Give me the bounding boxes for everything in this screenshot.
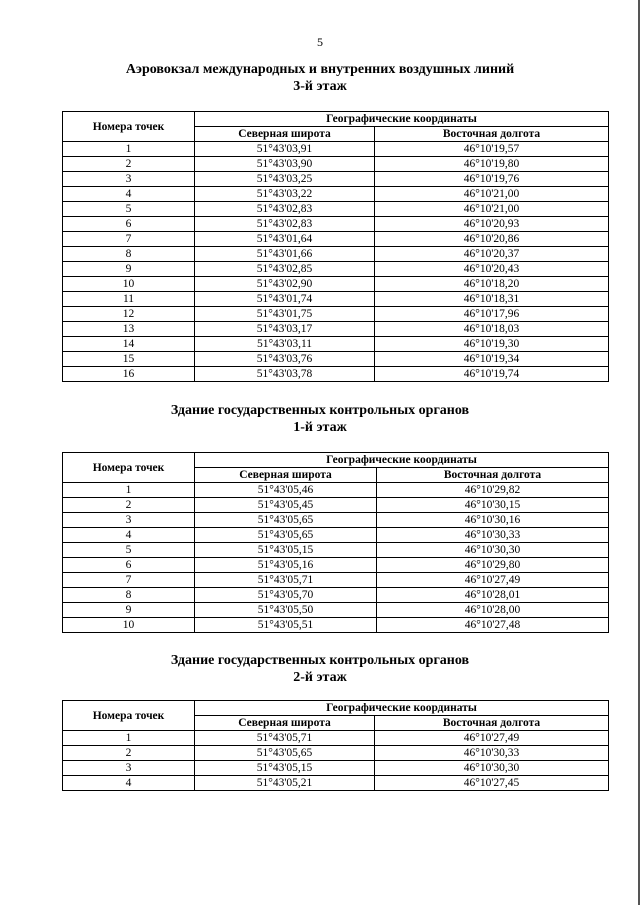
section-heading [0,652,640,686]
cell-latitude: 51°43'01,75 [195,307,375,322]
cell-latitude: 51°43'05,71 [195,731,375,746]
table-row [63,498,609,513]
cell-point-number: 4 [63,187,195,202]
section-heading [0,402,640,436]
cell-latitude: 51°43'05,51 [195,618,377,633]
coords-table-2 [62,452,609,633]
table-row [63,247,609,262]
header-longitude: Восточная долгота [377,468,609,483]
header-latitude: Северная широта [195,468,377,483]
cell-latitude: 51°43'02,83 [195,217,375,232]
cell-longitude: 46°10'21,00 [375,202,609,217]
cell-longitude: 46°10'20,43 [375,262,609,277]
cell-latitude: 51°43'03,76 [195,352,375,367]
cell-latitude: 51°43'03,78 [195,367,375,382]
section-title: Здание государственных контрольных органов [170,653,470,668]
section-title: Аэровокзал международных и внутренних воздушных линий [125,62,515,77]
cell-longitude: 46°10'27,49 [377,573,609,588]
cell-point-number: 10 [63,277,195,292]
header-geo-coords: Географические координаты [195,701,609,716]
page-number: 5 [317,35,323,49]
section-control-floor-1 [0,402,640,436]
cell-latitude: 51°43'01,74 [195,292,375,307]
cell-latitude: 51°43'01,64 [195,232,375,247]
cell-point-number: 7 [63,573,195,588]
cell-latitude: 51°43'02,85 [195,262,375,277]
cell-longitude: 46°10'27,49 [375,731,609,746]
cell-longitude: 46°10'19,80 [375,157,609,172]
cell-point-number: 9 [63,262,195,277]
table-row [63,202,609,217]
table-row [63,367,609,382]
cell-latitude: 51°43'05,50 [195,603,377,618]
cell-longitude: 46°10'29,82 [377,483,609,498]
coords-table-3 [62,700,609,791]
cell-longitude: 46°10'30,16 [377,513,609,528]
cell-longitude: 46°10'30,30 [377,543,609,558]
cell-latitude: 51°43'05,16 [195,558,377,573]
cell-point-number: 12 [63,307,195,322]
cell-latitude: 51°43'05,65 [195,513,377,528]
cell-latitude: 51°43'05,45 [195,498,377,513]
header-point-numbers: Номера точек [63,453,195,483]
cell-latitude: 51°43'05,21 [195,776,375,791]
cell-latitude: 51°43'03,11 [195,337,375,352]
cell-longitude: 46°10'30,33 [377,528,609,543]
table-row [63,277,609,292]
cell-latitude: 51°43'05,70 [195,588,377,603]
header-point-numbers: Номера точек [63,701,195,731]
cell-longitude: 46°10'19,30 [375,337,609,352]
cell-point-number: 7 [63,232,195,247]
cell-latitude: 51°43'02,83 [195,202,375,217]
cell-longitude: 46°10'20,86 [375,232,609,247]
cell-point-number: 5 [63,202,195,217]
cell-latitude: 51°43'03,90 [195,157,375,172]
table-row [63,292,609,307]
table-row [63,543,609,558]
table-row [63,352,609,367]
cell-longitude: 46°10'19,76 [375,172,609,187]
cell-longitude: 46°10'29,80 [377,558,609,573]
table-row [63,172,609,187]
cell-latitude: 51°43'05,46 [195,483,377,498]
cell-longitude: 46°10'17,96 [375,307,609,322]
table-row [63,558,609,573]
cell-latitude: 51°43'03,22 [195,187,375,202]
cell-longitude: 46°10'19,57 [375,142,609,157]
cell-longitude: 46°10'18,03 [375,322,609,337]
cell-longitude: 46°10'18,20 [375,277,609,292]
cell-longitude: 46°10'30,15 [377,498,609,513]
cell-latitude: 51°43'05,15 [195,761,375,776]
cell-point-number: 4 [63,528,195,543]
table-row [63,262,609,277]
header-longitude: Восточная долгота [375,127,609,142]
table-row [63,776,609,791]
cell-point-number: 8 [63,247,195,262]
table-row [63,232,609,247]
table-row [63,307,609,322]
cell-point-number: 1 [63,731,195,746]
cell-point-number: 6 [63,558,195,573]
section-control-floor-2 [0,652,640,686]
section-floor: 2-й этаж [293,670,347,685]
table-row [63,573,609,588]
table-row [63,513,609,528]
cell-longitude: 46°10'28,01 [377,588,609,603]
section-floor: 3-й этаж [293,79,347,94]
section-terminal-floor-3 [0,61,640,95]
cell-latitude: 51°43'03,91 [195,142,375,157]
cell-latitude: 51°43'03,17 [195,322,375,337]
table-row [63,142,609,157]
header-geo-coords: Географические координаты [195,112,609,127]
cell-point-number: 2 [63,157,195,172]
table-row [63,528,609,543]
cell-point-number: 3 [63,513,195,528]
cell-longitude: 46°10'30,33 [375,746,609,761]
cell-point-number: 10 [63,618,195,633]
cell-latitude: 51°43'02,90 [195,277,375,292]
cell-longitude: 46°10'21,00 [375,187,609,202]
cell-point-number: 16 [63,367,195,382]
table-row [63,761,609,776]
cell-longitude: 46°10'19,74 [375,367,609,382]
cell-latitude: 51°43'05,71 [195,573,377,588]
section-floor: 1-й этаж [293,420,347,435]
table-row [63,731,609,746]
cell-point-number: 2 [63,746,195,761]
cell-longitude: 46°10'27,48 [377,618,609,633]
cell-longitude: 46°10'20,37 [375,247,609,262]
table-row [63,603,609,618]
cell-latitude: 51°43'05,65 [195,746,375,761]
section-title: Здание государственных контрольных органов [170,403,470,418]
cell-point-number: 9 [63,603,195,618]
section-heading [0,61,640,95]
coords-table-1 [62,111,609,382]
cell-point-number: 3 [63,761,195,776]
cell-longitude: 46°10'30,30 [375,761,609,776]
cell-point-number: 4 [63,776,195,791]
cell-point-number: 14 [63,337,195,352]
cell-point-number: 15 [63,352,195,367]
table-row [63,746,609,761]
cell-point-number: 11 [63,292,195,307]
cell-latitude: 51°43'03,25 [195,172,375,187]
table-row [63,337,609,352]
cell-point-number: 1 [63,142,195,157]
cell-point-number: 13 [63,322,195,337]
header-geo-coords: Географические координаты [195,453,609,468]
table-row [63,187,609,202]
cell-point-number: 6 [63,217,195,232]
table-row [63,483,609,498]
table-row [63,217,609,232]
cell-point-number: 8 [63,588,195,603]
cell-longitude: 46°10'19,34 [375,352,609,367]
header-latitude: Северная широта [195,127,375,142]
cell-point-number: 3 [63,172,195,187]
cell-longitude: 46°10'27,45 [375,776,609,791]
header-latitude: Северная широта [195,716,375,731]
cell-point-number: 1 [63,483,195,498]
cell-latitude: 51°43'01,66 [195,247,375,262]
header-point-numbers: Номера точек [63,112,195,142]
cell-longitude: 46°10'28,00 [377,603,609,618]
header-longitude: Восточная долгота [375,716,609,731]
table-row [63,322,609,337]
table-row [63,157,609,172]
cell-longitude: 46°10'18,31 [375,292,609,307]
cell-point-number: 2 [63,498,195,513]
table-row [63,588,609,603]
table-row [63,618,609,633]
cell-latitude: 51°43'05,15 [195,543,377,558]
cell-latitude: 51°43'05,65 [195,528,377,543]
cell-longitude: 46°10'20,93 [375,217,609,232]
cell-point-number: 5 [63,543,195,558]
